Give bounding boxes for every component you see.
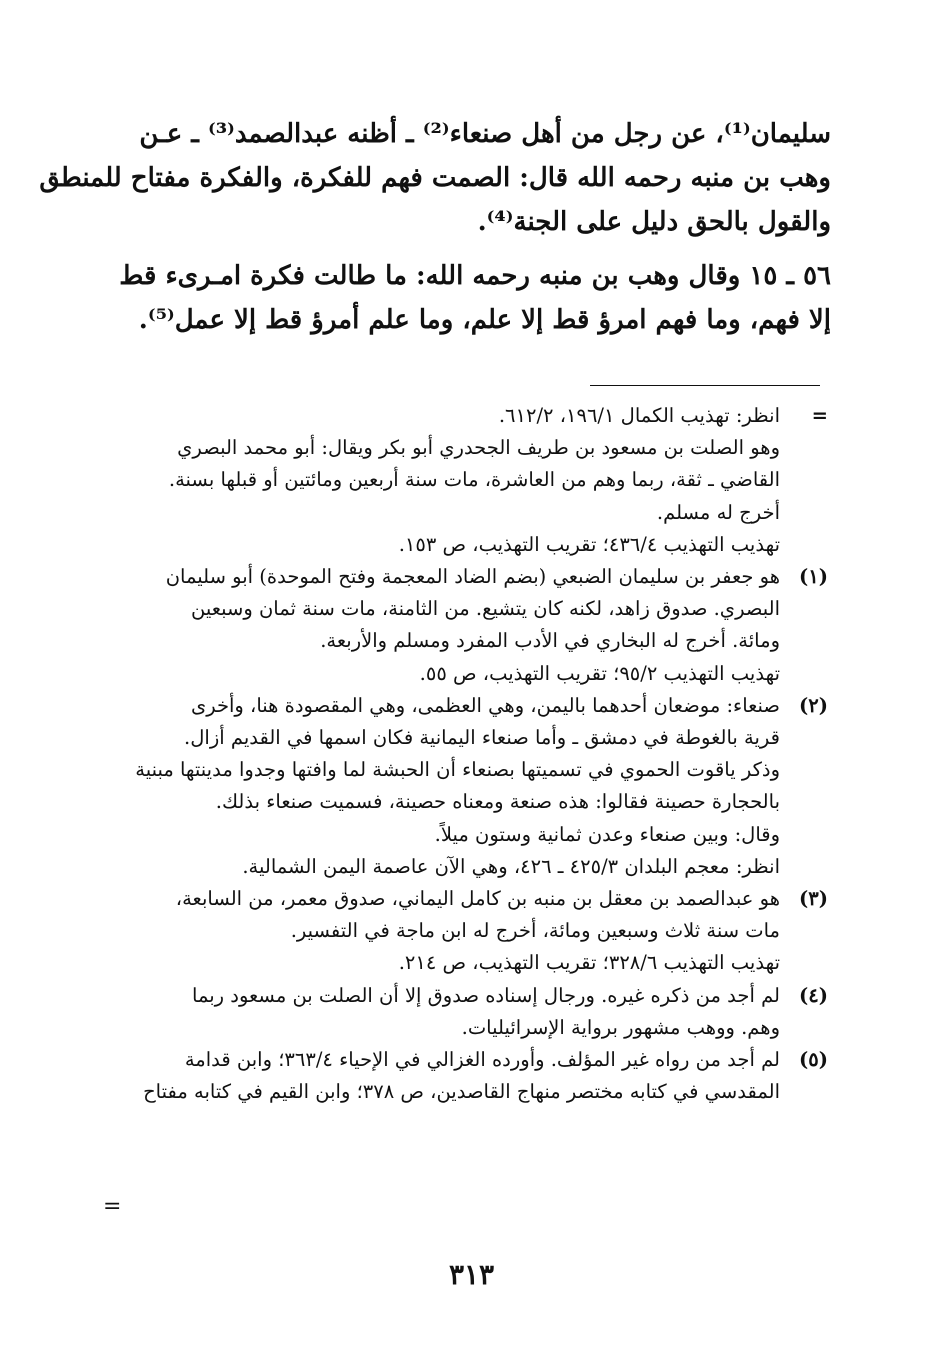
footnote-line: صنعاء: موضعان أحدهما باليمن، وهي العظمى، وهي المقصودة هنا، وأخرى: [190, 693, 780, 717]
text-line: وهب بن منبه رحمه الله قال: الصمت فهم للفكرة، والفكرة مفتاح للمنطق: [39, 163, 831, 193]
footnote-line: بالحجارة حصينة فقالوا: هذه صنعة ومعناه حصينة، فسميت صنعاء بذلك.: [215, 790, 780, 814]
footnote-line: ومائة. أخرج له البخاري في الأدب المفرد ومسلم والأربعة.: [320, 629, 780, 653]
footnote-line: وقال: وبين صنعاء وعدن ثمانية وستون ميلاً.: [434, 822, 780, 846]
footnote-line: تهذيب التهذيب ٣٢٨/٦؛ تقريب التهذيب، ص ٢١٤.: [398, 951, 780, 975]
footnote-line: وهو الصلت بن مسعود بن طريف الجحدري أبو بكر ويقال: أبو محمد البصري: [177, 436, 780, 460]
footnote-continued: [128, 400, 828, 561]
main-text: [39, 112, 831, 352]
footnote-marker: (١): [799, 565, 828, 589]
footnote-line: انظر: تهذيب الكمال ١٩٦/١، ٦١٢/٢.: [498, 404, 780, 427]
footnote-3: [128, 883, 828, 980]
footnote-marker: =: [811, 404, 828, 427]
footnote-line: لم أجد من ذكره غيره. ورجال إسناده صدوق إلا أن الصلت بن مسعود ربما: [192, 983, 780, 1007]
footnote-line: وذكر ياقوت الحموي في تسميتها بصنعاء أن الحبشة لما وافتها وجدوا مدينتها مبنية: [135, 758, 780, 782]
text-line: والقول بالحق دليل على الجنة⁽⁴⁾.: [477, 207, 831, 237]
footnote-marker: (٣): [799, 887, 828, 911]
footnote-marker: (٥): [799, 1048, 828, 1072]
footnote-line: القاضي ـ ثقة، ربما وهم من العاشرة، مات سنة أربعين ومائتين أو قبلها بسنة.: [168, 468, 780, 492]
text-line: ٥٦ ـ ١٥ وقال وهب بن منبه رحمه الله: ما طالت فكرة امـرىء قط: [119, 261, 831, 291]
footnote-line: هو عبدالصمد بن معقل بن منبه بن كامل اليماني، صدوق معمر، من السابعة،: [175, 887, 780, 911]
continuation-mark: =: [103, 1194, 122, 1219]
footnote-5: [128, 1044, 828, 1108]
footnote-line: المقدسي في كتابه مختصر منهاج القاصدين، ص ٣٧٨؛ وابن القيم في كتابه مفتاح: [143, 1080, 780, 1104]
footnote-line: قرية بالغوطة في دمشق ـ وأما صنعاء اليمانية فكان اسمها في القديم أزال.: [184, 726, 780, 750]
footnote-marker: (٤): [799, 983, 828, 1007]
footnote-line: أخرج له مسلم.: [656, 500, 780, 524]
main-paragraph-1: [39, 112, 831, 244]
footnote-line: تهذيب التهذيب ٩٥/٢؛ تقريب التهذيب، ص ٥٥.: [419, 661, 780, 685]
footnote-2: [128, 690, 828, 883]
footnote-1: [128, 561, 828, 690]
footnote-line: وهم. ووهب مشهور برواية الإسرائيليات.: [461, 1015, 780, 1039]
footnote-4: [128, 980, 828, 1044]
footnote-marker: (٢): [799, 693, 828, 717]
footnotes-section: [128, 400, 828, 1108]
footnote-line: مات سنة ثلاث وسبعين ومائة، أخرج له ابن ماجة في التفسير.: [290, 919, 780, 943]
text-line: إلا فهم، وما فهم امرؤ قط إلا علم، وما علم أمرؤ قط إلا عمل⁽⁵⁾.: [138, 305, 831, 335]
main-paragraph-2: [119, 254, 831, 342]
footnote-line: هو جعفر بن سليمان الضبعي (بضم الضاد المعجمة وفتح الموحدة) أبو سليمان: [165, 565, 780, 589]
footnote-line: انظر: معجم البلدان ٤٢٥/٣ ـ ٤٢٦، وهي الآن عاصمة اليمن الشمالية.: [242, 854, 780, 878]
footnote-line: البصري. صدوق زاهد، لكنه كان يتشيع. من الثامنة، مات سنة ثمان وسبعين: [190, 597, 780, 621]
footnote-line: لم أجد من رواه غير المؤلف. وأورده الغزالي في الإحياء ٣٦٣/٤؛ وابن قدامة: [184, 1048, 780, 1072]
footnote-separator: [590, 385, 820, 386]
text-line: سليمان⁽¹⁾، عن رجل من أهل صنعاء⁽²⁾ ـ أظنه عبدالصمد⁽³⁾ ـ عـن: [139, 119, 831, 149]
page-number: ٣١٣: [448, 1258, 495, 1291]
footnote-line: تهذيب التهذيب ٤٣٦/٤؛ تقريب التهذيب، ص ١٥٣.: [398, 532, 780, 556]
